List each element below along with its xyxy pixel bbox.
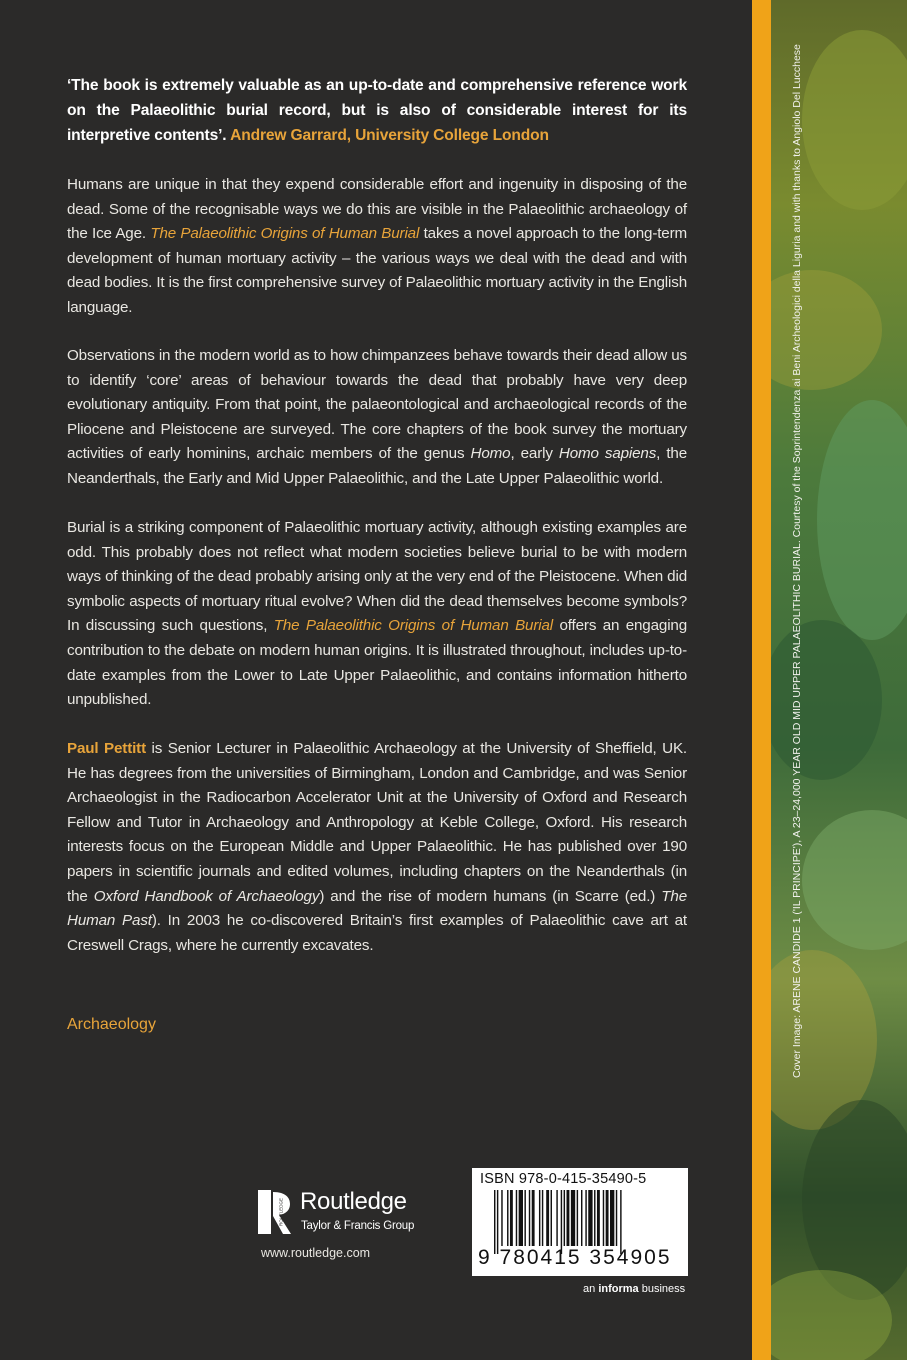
p1-text-a: Humans are unique in that they expend considerable effort and ingenuity in disposing of the dead. Some of the recognisable ways we do this are visible in the Palaeolithic archaeology of the Ice Age. [67,176,687,243]
barcode-bar [620,1190,621,1254]
routledge-logo [258,1190,448,1240]
p2-text-a: Observations in the modern world as to how chimpanzees behave towards their dead allow us to identify ‘core’ areas of behaviour towards the dead that probably have very deep evolutionary antiquity. From that point, the palaeontological and archaeological records of the Pliocene and Pleistocene are surveyed. The core chapters of the book survey the mortuary activities of early hominins, archaic members of the genus [67,347,687,463]
subject-category: Archaeology [67,1016,156,1033]
barcode-bar [610,1190,614,1246]
barcode-bar [539,1190,540,1246]
barcode-bar [571,1190,575,1246]
barcode-bar [542,1190,543,1246]
p1-text-b: takes a novel approach to the long-term development of human mortuary activity – the various ways we deal with the dead and with dead bodies. It is the first comprehensive survey of Palaeolithic mortuary activity in the English language. [67,225,688,316]
p2-homo: Homo [470,445,511,463]
spine-orange-bar [752,0,771,1360]
barcode-bar [616,1190,617,1246]
barcode-bar [516,1190,517,1246]
barcode-bar [529,1190,530,1246]
barcode-bar [606,1190,609,1246]
barcode-bar [597,1190,600,1246]
isbn-digits: 9 780415 354905 [478,1246,672,1269]
description-paragraph-1 [67,173,687,321]
cover-photo-texture [752,0,907,1360]
informa-prefix: an [583,1283,596,1295]
bio-text-b: ) and the rise of modern humans (in Scarre (ed.) [319,887,656,905]
informa-tagline [583,1283,685,1295]
author-bio [67,737,687,958]
bio-text-a: is Senior Lecturer in Palaeolithic Archaeology at the University of Sheffield, UK. He has degrees from the universities of Birmingham, London and Cambridge, and was Senior Archaeologist in the Radiocarbon Accelerator Unit at the University of Oxford and Research Fellow and Tutor in Archaeology and Anthropology at Keble College, Oxford. His research interests focus on the European Middle and Upper Palaeolithic. He has published over 190 papers in scientific journals and edited volumes, including chapters on the Neanderthals (in the [67,740,687,905]
barcode-bar [524,1190,525,1246]
barcode-bar [510,1190,513,1246]
p3-text-a: Burial is a striking component of Palaeolithic mortuary activity, although existing examples are odd. This probably does not reflect what modern societies believe burial to be with modern ways of thinking of the dead probably arising only at the very end of the Pleistocene. When did symbolic aspects of mortuary ritual evolve? When did the dead themselves become symbols? In discussing such questions, [67,519,687,635]
isbn-label: ISBN 978-0-415-35490-5 [480,1171,647,1187]
description-paragraph-3 [67,516,687,713]
barcode-bar [581,1190,582,1246]
bio-book-2: The Human Past [67,887,688,930]
author-name: Paul Pettitt [67,740,146,757]
barcode-bar [497,1190,498,1254]
barcode-bar [519,1190,523,1246]
p2-text-c: , the Neanderthals, the Early and Mid Upper Palaeolithic, and the Late Upper Palaeolithic world. [67,445,687,487]
isbn-barcode [472,1168,688,1276]
p2-homo-sapiens: Homo sapiens [558,445,657,463]
barcode-bar [546,1190,549,1246]
quote-attribution: Andrew Garrard, University College London [230,127,549,144]
book-title-ref: The Palaeolithic Origins of Human Burial [273,617,554,635]
routledge-emblem-icon [258,1190,294,1234]
svg-text:ROUTLEDGE: ROUTLEDGE [278,1197,284,1227]
barcode-bar [594,1190,595,1246]
barcode-bar [551,1190,552,1246]
cover-image-credit: Cover Image: ARENE CANDIDE 1 ('IL PRINCIPE'), A 23–24,000 YEAR OLD MID UPPER PALAEOLITHIC BURIAL. Courtesy of the Soprintendenza ai Beni Archeologici della Liguria and with thanks to Angiolo Del Lucchese [791,44,803,1078]
bio-text-c: ). In 2003 he co-discovered Britain’s first examples of Palaeolithic cave art at Creswell Crags, where he currently excavates. [67,912,687,954]
informa-suffix: business [641,1283,686,1295]
barcode-bar [577,1190,578,1246]
publisher-name: Routledge [300,1188,407,1215]
barcode-bar [585,1190,586,1246]
barcode-bar [564,1190,565,1246]
quote-text: ‘The book is extremely valuable as an up-to-date and comprehensive reference work on the Palaeolithic burial record, but is also of considerable interest for its interpretive contents’. [67,77,687,144]
spine-image-strip [752,0,907,1360]
barcode-bar [561,1190,562,1254]
description-paragraph-2 [67,344,687,492]
publisher-url[interactable]: www.routledge.com [261,1246,371,1260]
barcode-bar [532,1190,535,1246]
barcode-bar [567,1190,570,1246]
bio-book-1: Oxford Handbook of Archaeology [93,887,320,905]
book-title-ref: The Palaeolithic Origins of Human Burial [150,225,420,243]
publisher-group: Taylor & Francis Group [301,1220,415,1232]
barcode-bar [556,1190,557,1246]
barcode-bar [588,1190,592,1246]
barcode-bar [507,1190,508,1246]
barcode-bar [494,1190,495,1254]
barcode-bar [501,1190,502,1246]
endorsement-quote [67,73,687,148]
p3-text-b: offers an engaging contribution to the debate on modern human origins. It is illustrated throughout, includes up-to-date examples from the Lower to Late Upper Palaeolithic, and contains information hitherto unpublished. [67,617,688,709]
p2-text-b: , early [510,445,553,463]
barcode-bar [603,1190,604,1246]
informa-brand: informa [598,1283,639,1295]
